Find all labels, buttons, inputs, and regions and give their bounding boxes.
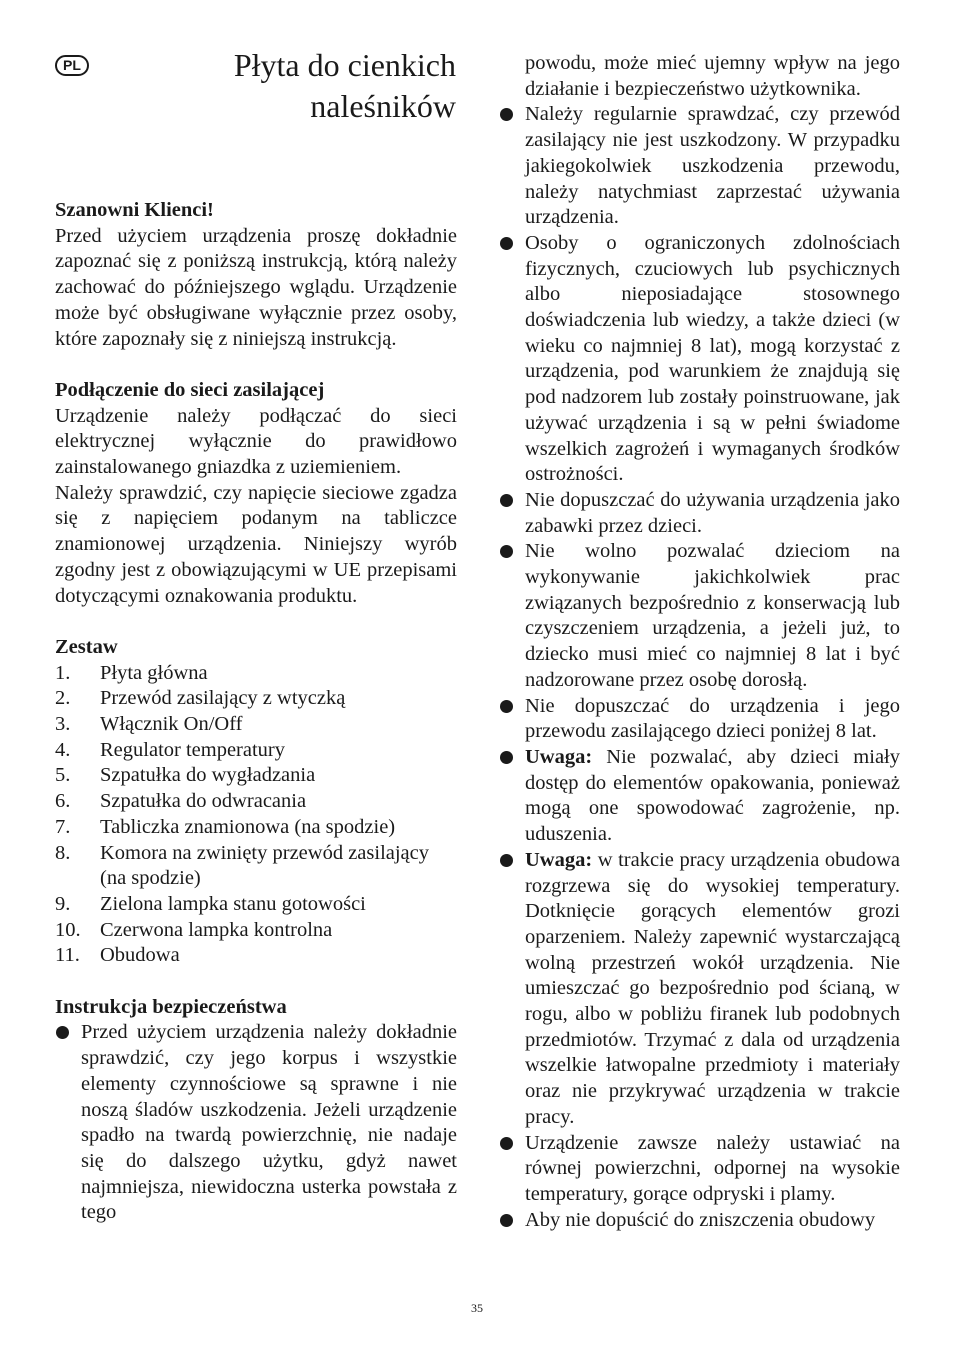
kit-item-text: Tabliczka znamionowa (na spodzie)	[100, 815, 396, 838]
intro-text: Przed użyciem urządzenia proszę dokładnie zapoznać się z poniższą instrukcją, którą należy zachować do późniejszego wglądu. Urządzenie może być obsługiwane wyłącznie przez osoby, które zapoznały się z niniejszą instrukcją.	[55, 224, 457, 350]
kit-list-item	[55, 712, 457, 738]
kit-item-text: Włącznik On/Off	[100, 713, 243, 736]
kit-list-item	[55, 918, 457, 944]
safety-list-item	[499, 231, 900, 488]
safety-list-right	[499, 102, 900, 1233]
safety-item-text: Osoby o ograniczonych zdolnościach fizycznych, czuciowych lub psychicznych albo nieposiadające stosownego doświadczenia lub wiedzy, a także dzieci (w wieku co najmniej 8 lat), mogą korzystać z urządzenia, pod warunkiem że znajdują się pod nadzorem lub zostały poinstruowane, jak używać urządzenia i są w pełni świadome wszelkich zagrożeń i wymaganych środków ostrożności.	[525, 231, 900, 486]
kit-list-item	[55, 789, 457, 815]
kit-item-text: Szpatułka do odwracania	[100, 790, 307, 813]
kit-item-number: 10.	[55, 918, 81, 941]
page-number: 35	[471, 1301, 483, 1315]
safety-item-text: Należy regularnie sprawdzać, czy przewód zasilający nie jest uszkodzony. W przypadku jakiegokolwiek uszkodzenia przewodu, należy natychmiast zaprzestać używania urządzenia.	[525, 103, 900, 229]
kit-item-number: 3.	[55, 713, 71, 736]
warning-label: Uwaga:	[525, 745, 593, 768]
safety-heading: Instrukcja bezpieczeństwa	[55, 995, 287, 1018]
intro-heading: Szanowni Klienci!	[55, 199, 214, 221]
bullet-icon	[500, 545, 513, 558]
kit-item-number: 2.	[55, 687, 71, 710]
power-heading: Podłączenie do sieci zasilającej	[55, 378, 325, 401]
safety-list-item	[499, 1208, 900, 1234]
kit-item-text: Regulator temperatury	[100, 738, 286, 761]
kit-item-number: 1.	[55, 661, 71, 684]
safety-item-text: Nie dopuszczać do używania urządzenia jako zabawki przez dzieci.	[525, 488, 900, 537]
kit-list	[55, 661, 457, 969]
kit-item-number: 4.	[55, 738, 71, 761]
safety-item-text: Nie dopuszczać do urządzenia i jego przewodu zasilającego dzieci poniżej 8 lat.	[525, 694, 900, 743]
safety-item-text: Urządzenie zawsze należy ustawiać na równej powierzchni, odpornej na wysokie temperatury, gorące odpryski i plamy.	[525, 1131, 900, 1205]
right-column	[499, 51, 900, 1233]
safety-item-text: w trakcie pracy urządzenia obudowa rozgrzewa się do wysokiej temperatury. Dotknięcie gorących elementów grozi oparzeniem. Należy zapewnić wystarczającą wolną przestrzeń wokół urządzenia. Nie umieszczać go bezpośrednio pod ścianą, w rogu, albo w pobliżu firanek lub podobnych przedmiotów. Trzymać z dala od urządzenia wszelkie łatwopalne przedmioty i materiały oraz nie przykrywać urządzenia w trakcie pracy.	[525, 848, 901, 1128]
safety-list-item	[499, 1131, 900, 1208]
safety-item-continuation: powodu, może mieć ujemny wpływ na jego działanie i bezpieczeństwo użytkownika.	[525, 52, 900, 100]
warning-label: Uwaga:	[525, 848, 593, 871]
bullet-icon	[500, 1214, 513, 1227]
bullet-icon	[500, 494, 513, 507]
kit-item-number: 9.	[55, 892, 71, 915]
kit-list-item	[55, 815, 457, 841]
bullet-icon	[500, 700, 513, 713]
bullet-icon	[500, 751, 513, 764]
kit-item-number: 7.	[55, 815, 71, 838]
left-column	[55, 198, 457, 1226]
kit-list-item	[55, 763, 457, 789]
safety-list-left	[55, 1020, 457, 1226]
kit-list-item	[55, 841, 457, 892]
kit-list-item	[55, 892, 457, 918]
power-text-1: Urządzenie należy podłączać do sieci elektrycznej wyłącznie do prawidłowo zainstalowanego gniazdka z uziemieniem.	[55, 404, 457, 479]
kit-item-text: Zielona lampka stanu gotowości	[100, 892, 366, 915]
safety-list-item	[499, 102, 900, 231]
kit-item-text: Czerwona lampka kontrolna	[100, 918, 333, 941]
bullet-icon	[500, 854, 513, 867]
bullet-icon	[500, 108, 513, 121]
bullet-icon	[56, 1026, 69, 1039]
safety-item-text: Przed użyciem urządzenia należy dokładnie sprawdzić, czy jego korpus i wszystkie elementy czynnościowe są sprawne i nie noszą śladów uszkodzenia. Jeżeli urządzenie spadło na twardą powierzchnię, nie nadaje się do dalszego użytku, gdyż nawet najmniejsza, niewidoczna usterka powstała z tego	[81, 1021, 457, 1224]
safety-item-text: Aby nie dopuścić do zniszczenia obudowy	[525, 1208, 876, 1231]
safety-list-item	[499, 488, 900, 539]
kit-list-item	[55, 738, 457, 764]
kit-item-text: Obudowa	[100, 944, 180, 967]
safety-item-text: Nie pozwalać, aby dzieci miały dostęp do elementów opakowania, ponieważ mogą one spowodować zagrożenie, np. uduszenia.	[525, 745, 900, 846]
page-title-line-2: naleśników	[310, 88, 456, 124]
bullet-icon	[500, 237, 513, 250]
safety-item-text: Nie wolno pozwalać dzieciom na wykonywanie jakichkolwiek prac związanych bezpośrednio z konserwacją lub czyszczeniem urządzenia, a jeżeli już, to dziecko musi mieć co najmniej 8 lat i być nadzorowane przez osobę dorosłą.	[525, 540, 900, 691]
safety-list-item	[55, 1020, 457, 1226]
kit-item-number: 6.	[55, 790, 71, 813]
language-badge: PL	[55, 55, 89, 76]
kit-item-number: 8.	[55, 841, 71, 864]
kit-item-text: Szpatułka do wygładzania	[100, 764, 316, 787]
safety-list-item	[499, 539, 900, 693]
power-text-2: Należy sprawdzić, czy napięcie sieciowe zgadza się z napięciem podanym na tabliczce znamionowej urządzenia. Niniejszy wyrób zgodny jest z obowiązującymi w UE przepisami dotyczącymi oznakowania produktu.	[55, 481, 457, 607]
bullet-icon	[500, 1137, 513, 1150]
safety-list-item	[499, 694, 900, 745]
page-title-line-1: Płyta do cienkich	[233, 47, 456, 83]
kit-list-item	[55, 943, 457, 969]
safety-list-item	[499, 848, 900, 1131]
safety-list-item	[499, 745, 900, 848]
kit-item-number: 5.	[55, 764, 71, 787]
kit-list-item	[55, 661, 457, 687]
page-title	[126, 45, 456, 127]
kit-item-text: Przewód zasilający z wtyczką	[100, 687, 346, 710]
kit-item-text: Płyta główna	[100, 661, 208, 684]
kit-list-item	[55, 686, 457, 712]
kit-item-text: Komora na zwinięty przewód zasilający (na spodzie)	[100, 841, 430, 890]
kit-item-number: 11.	[55, 944, 80, 967]
kit-heading: Zestaw	[55, 635, 118, 658]
